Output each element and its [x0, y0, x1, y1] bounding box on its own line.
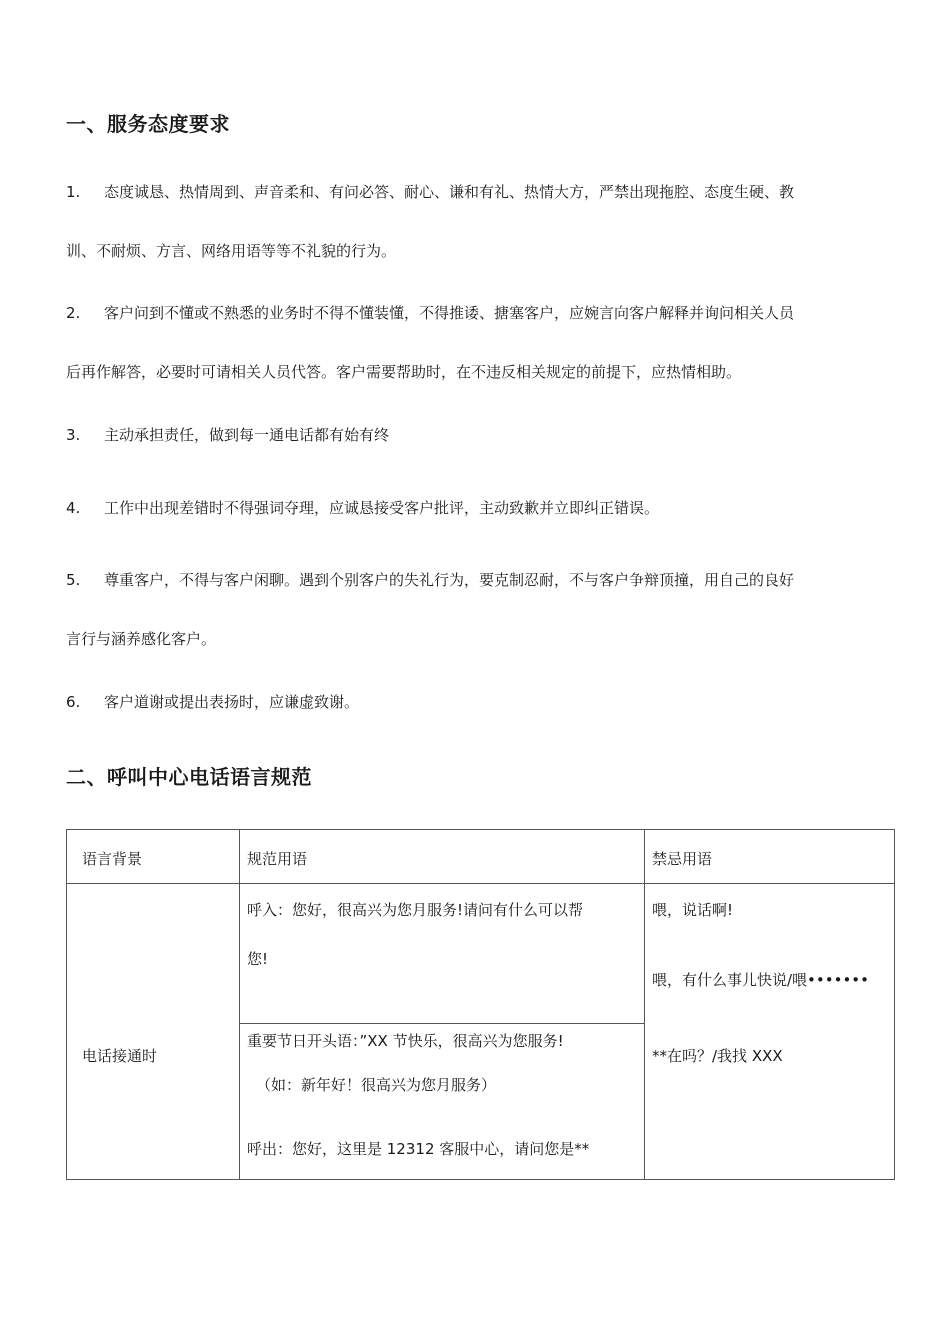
standard-text: 呼出：您好，这里是 12312 客服中心，请问您是** — [247, 1140, 590, 1158]
list-item-number: 4. — [66, 499, 81, 517]
list-item-text-continued: 后再作解答，必要时可请相关人员代答。客户需要帮助时，在不违反相关规定的前提下，应热情相助。 — [66, 363, 742, 381]
header-standard-phrases: 规范用语 — [247, 850, 308, 868]
list-item-text-continued: 言行与涵养感化客户。 — [66, 630, 217, 648]
list-item-text: 尊重客户，不得与客户闲聊。遇到个别客户的失礼行为，要克制忍耐，不与客户争辩顶撞，用自己的良好 — [104, 571, 795, 589]
background-text: 电话接通时 — [82, 1047, 158, 1065]
list-item — [66, 406, 892, 465]
section-title-phone-language: 二、呼叫中心电话语言规范 — [66, 765, 312, 789]
header-banned-phrases: 禁忌用语 — [652, 850, 713, 868]
list-item-number: 3. — [66, 426, 81, 444]
list-item — [66, 551, 892, 669]
list-item — [66, 284, 892, 402]
standard-text: 重要节日开头语：”XX 节快乐，很高兴为您服务! — [247, 1032, 564, 1050]
standard-text: 呼入：您好，很高兴为您月服务!请问有什么可以帮 — [247, 901, 584, 919]
list-item — [66, 163, 892, 281]
banned-text: 喂，有什么事儿快说/喂••••••• — [652, 971, 869, 989]
table-cell-banned — [644, 883, 895, 1180]
list-item-number: 1. — [66, 183, 81, 201]
table-cell-standard-inbound — [239, 883, 645, 1024]
table-cell-standard-holiday-outbound — [239, 1023, 645, 1180]
table-header-cell — [239, 829, 645, 884]
list-item-number: 5. — [66, 571, 81, 589]
section-title-service-attitude: 一、服务态度要求 — [66, 112, 230, 136]
banned-text: **在吗？/我找 XXX — [652, 1047, 783, 1065]
list-item-number: 6. — [66, 693, 81, 711]
table-header-cell — [66, 829, 240, 884]
header-language-background: 语言背景 — [82, 850, 143, 868]
list-item-text-continued: 训、不耐烦、方言、网络用语等等不礼貌的行为。 — [66, 242, 397, 260]
list-item-text: 态度诚恳、热情周到、声音柔和、有问必答、耐心、谦和有礼、热情大方，严禁出现拖腔、态度生硬、教 — [104, 183, 795, 201]
standard-text: 您! — [247, 950, 269, 968]
list-item — [66, 479, 892, 538]
list-item-text: 客户道谢或提出表扬时，应谦虚致谢。 — [104, 693, 360, 711]
list-item-text: 工作中出现差错时不得强词夺理，应诚恳接受客户批评，主动致歉并立即纠正错误。 — [104, 499, 660, 517]
language-spec-table — [66, 829, 895, 1180]
list-item-number: 2. — [66, 304, 81, 322]
list-item — [66, 673, 892, 732]
table-header-cell — [644, 829, 895, 884]
list-item-text: 主动承担责任，做到每一通电话都有始有终 — [104, 426, 390, 444]
banned-text: 喂，说话啊! — [652, 901, 734, 919]
table-cell-background — [66, 883, 240, 1180]
standard-text: （如：新年好！很高兴为您月服务） — [256, 1076, 497, 1094]
list-item-text: 客户问到不懂或不熟悉的业务时不得不懂装懂，不得推诿、搪塞客户，应婉言向客户解释并询问相关人员 — [104, 304, 795, 322]
